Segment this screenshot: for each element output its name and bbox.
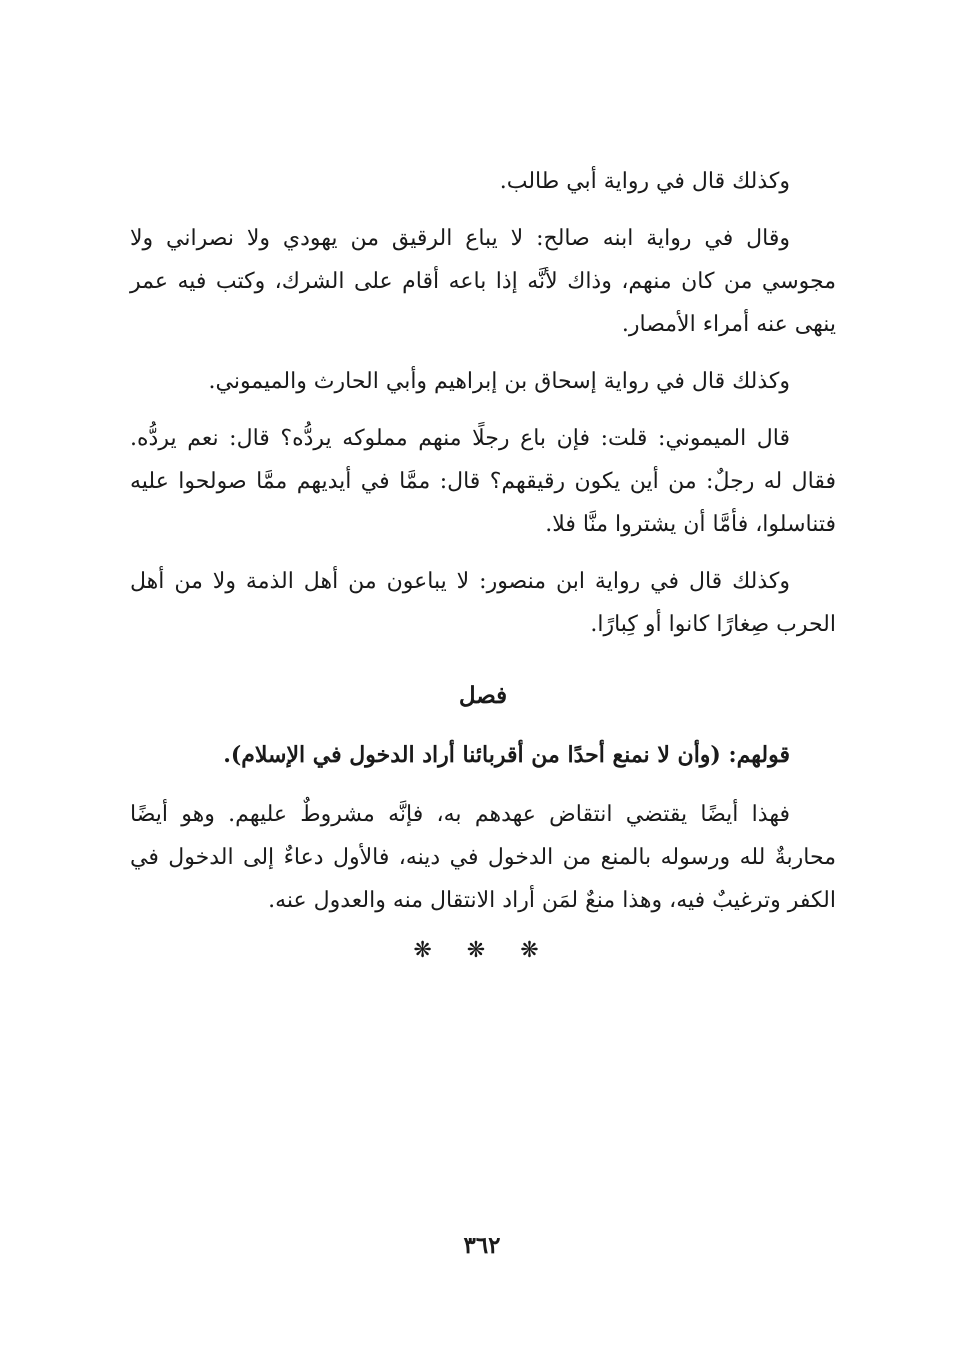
section-body: فهذا أيضًا يقتضي انتقاض عهدهم به، فإنَّه مشروطٌ عليهم. وهو أيضًا محاربةٌ لله ورسوله بالمنع من الدخول في دينه، فالأول دعاءٌ إلى الدخول في الكفر وترغيبٌ فيه، وهذا منعٌ لمَن أراد الانتقال منه والعدول عنه. xyxy=(130,802,836,913)
page-body xyxy=(130,160,836,963)
paragraph-ishaq: وكذلك قال في رواية إسحاق بن إبراهيم وأبي الحارث والميموني. xyxy=(208,369,790,394)
section-title: فصل xyxy=(458,682,508,709)
paragraph-ibn-mansur: وكذلك قال في رواية ابن منصور: لا يباعون من أهل الذمة ولا من أهل الحرب صِغارًا كانوا أو كِبارًا. xyxy=(130,569,836,637)
paragraph-abu-talib: وكذلك قال في رواية أبي طالب. xyxy=(499,169,790,194)
page-number: ٣٦٢ xyxy=(463,1232,501,1259)
asterism-separator: ❋ ❋ ❋ xyxy=(413,938,553,963)
section-quote: قولهم: (وأن لا نمنع أحدًا من أقربائنا أراد الدخول في الإسلام). xyxy=(223,742,790,768)
paragraph-salih: وقال في رواية ابنه صالح: لا يباع الرقيق من يهودي ولا نصراني ولا مجوسي من كان منهم، وذاك لأنَّه إذا باعه أقام على الشرك، وكتب فيه عمر ينهى عنه أمراء الأمصار. xyxy=(130,226,836,337)
paragraph-maymuni: قال الميموني: قلت: فإن باع رجلًا منهم مملوكه يردُّه؟ قال: نعم يردُّه. فقال له رجلٌ: من أين يكون رقيقهم؟ قال: ممَّا في أيديهم ممَّا صولحوا عليه فتناسلوا، فأمَّا أن يشتروا منَّا فلا. xyxy=(130,426,836,537)
